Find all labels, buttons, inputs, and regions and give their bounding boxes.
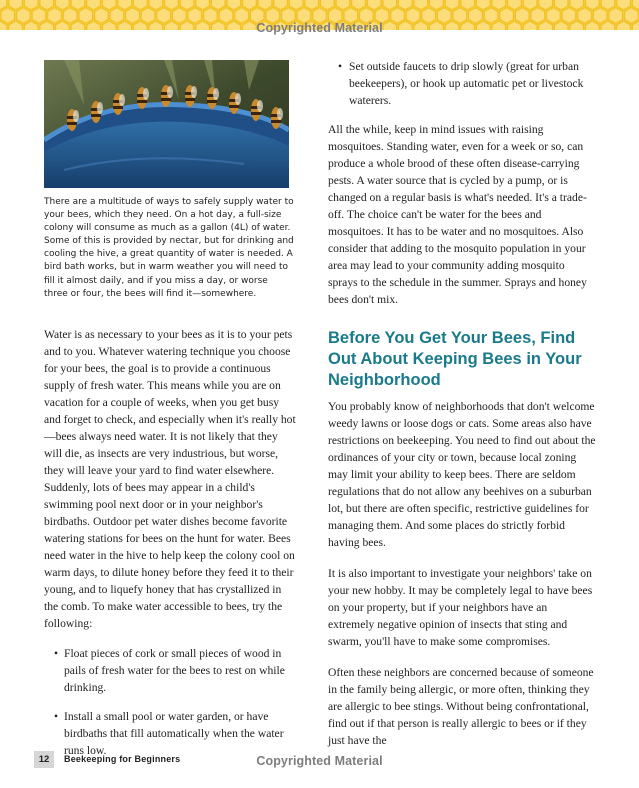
honeycomb-cell (134, 0, 148, 10)
honeycomb-cell (414, 0, 428, 10)
honeycomb-cell (617, 0, 631, 10)
left-text-column (44, 326, 296, 771)
honeycomb-cell (9, 0, 22, 10)
honeycomb-cell (523, 0, 537, 10)
list-item: • Set outside faucets to drip slowly (great for urban beekeepers), or hook up automatic pet or livestock waterers. (336, 58, 596, 109)
caption-text: There are a multitude of ways to safely supply water to your bees, which they need. On a hot day, a full-size colony will consume as much as a gallon (4L) of water. Some of this is provided by nectar, but for drinking and cooling the hive, a great quantity of water is needed. A bird bath works, but in warm weather you will need to fill it almost daily, and if you miss a day, or worse three or four, the bees will find it—somewhere. (44, 197, 294, 299)
watering-paragraph: Water is as necessary to your bees as it is to your pets and to you. Whatever watering technique you choose for your bees, the goal is to provide a continuous supply of fresh water. This means while you are on vacation for a couple of weeks, when you get busy and forget to check, and especially when it's really hot—bees always need water. It is not likely that they will die, as insects are very industrious, but worse, they will leave your yard to find water elsewhere. Suddenly, lots of bees may appear in a child's swimming pool next door or in your neighbor's birdbaths. Outdoor pet water dishes become favorite watering stations for bees on the hunt for water. Bees need water in the hive to help keep the colony cool on warm days, to dilute honey before they feed it to their young, and to liquefy honey that has crystallized in the comb. To make water accessible to bees, try the following: (44, 328, 296, 630)
watering-tips-list-continued (336, 58, 596, 109)
honeycomb-cell (71, 0, 85, 10)
watering-tips-list (44, 645, 296, 759)
honeycomb-cell (56, 0, 70, 10)
bees-water-photo (44, 60, 289, 188)
honeycomb-cell (336, 0, 350, 10)
honeycomb-cell (305, 0, 319, 10)
honeycomb-cell (118, 0, 132, 10)
honeycomb-cell (554, 0, 568, 10)
honeycomb-cell (212, 0, 226, 10)
honeycomb-cell (165, 0, 179, 10)
neighbors-paragraph: It is also important to investigate your neighbors' take on your new hobby. It may be completely legal to have bees on your property, but if your neighbors have an extremely negative opinion of insects that sting and swarm, you'll have to make some compromises. (328, 567, 593, 648)
honeycomb-cell (367, 0, 381, 10)
honeycomb-cell (430, 0, 444, 10)
copyright-watermark-top: Copyrighted Material (256, 21, 383, 35)
honeycomb-cell (289, 0, 303, 10)
right-text-column (328, 58, 596, 763)
honeycomb-cell (149, 0, 163, 10)
honeycomb-cell (196, 0, 210, 10)
page-number: 12 (34, 751, 54, 768)
honeycomb-cell (243, 0, 257, 10)
honeycomb-cell (274, 0, 288, 10)
honeycomb-cell (258, 0, 272, 10)
running-title: Beekeeping for Beginners (64, 754, 181, 764)
honeycomb-cell (399, 0, 413, 10)
honeycomb-cell (508, 0, 522, 10)
honeycomb-cell (601, 0, 615, 10)
photo-caption (44, 196, 294, 301)
honeycomb-cell (24, 0, 38, 10)
honeycomb-cell (477, 0, 491, 10)
copyright-watermark-bottom: Copyrighted Material (256, 754, 383, 768)
mosquito-paragraph: All the while, keep in mind issues with raising mosquitoes. Standing water, even for a week or so, can produce a whole brood of these often disease-carrying pests. A water source that is cycled by a pump, or is changed on a regular basis is what's needed. It's a trade-off. The choice can't be water for the bees and mosquitoes. It has to be water and no mosquitoes. Also consider that adding to the mosquito population in your area may lead to your community adding mosquito sprays to the schedule in the summer. Sprays and honey bees don't mix. (328, 123, 587, 306)
section-heading: Before You Get Your Bees, Find Out About Keeping Bees in Your Neighborhood (328, 329, 582, 389)
honeycomb-cell (383, 0, 397, 10)
restrictions-paragraph: You probably know of neighborhoods that don't welcome weedy lawns or loose dogs or cats. Some areas also have restrictions on beekeeping. You need to find out about the ordinances of your city or town, because local zoning may limit your ability to keep bees. There are seldom regulations that do not allow any beehives on a suburban lot, but there are often specific, restrictive guidelines for managing them. And some places do strictly forbid having bees. (328, 400, 596, 549)
honeycomb-cell (539, 0, 553, 10)
honeycomb-cell (570, 0, 584, 10)
allergy-paragraph: Often these neighbors are concerned because of someone in the family being allergic, or more often, thinking they are allergic to bee stings. Without being confrontational, find out if that person is really allergic to bees or if they just have the (328, 666, 594, 747)
honeycomb-cell (102, 0, 116, 10)
honeycomb-cell (87, 0, 101, 10)
list-item: • Install a small pool or water garden, or have birdbaths that fill automatically when the water runs low. (44, 708, 296, 759)
honeycomb-cell (492, 0, 506, 10)
list-item: • Float pieces of cork or small pieces of wood in pails of fresh water for the bees to rest on while drinking. (44, 645, 296, 696)
honeycomb-cell (445, 0, 459, 10)
honeycomb-cell (227, 0, 241, 10)
honeycomb-cell (321, 0, 335, 10)
honeycomb-cell (461, 0, 475, 10)
honeycomb-cell (180, 0, 194, 10)
honeycomb-cell (40, 0, 54, 10)
honeycomb-cell (352, 0, 366, 10)
honeycomb-cell (586, 0, 600, 10)
